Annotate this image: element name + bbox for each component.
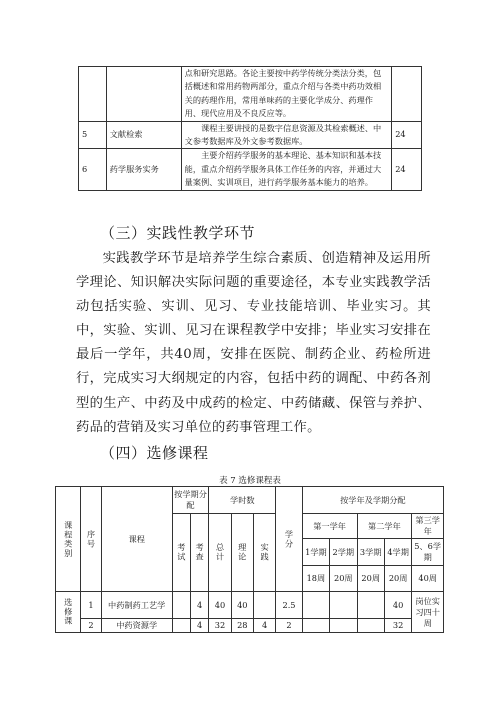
course-name: 文献检索	[106, 121, 181, 149]
header-hours: 学时数	[209, 487, 276, 514]
course-description: 点和研究思路。各论主要按中药学传统分类法分类，包括概述和常用药物两部分，重点介绍与各类中药功效相关的药理作用，常用单味药的主要化学成分、药理作用、现代应用及不良反应等。	[181, 67, 392, 122]
header-w3: 20周	[357, 566, 384, 592]
course-hours: 24	[392, 149, 422, 190]
check-cell: 4	[191, 592, 209, 619]
practice-cell: 4	[253, 619, 275, 633]
s1-cell	[302, 619, 329, 633]
s2-cell	[330, 619, 357, 633]
course-number: 6	[79, 149, 107, 190]
exam-cell	[172, 619, 190, 633]
theory-cell: 28	[231, 619, 253, 633]
check-cell: 4	[191, 619, 209, 633]
header-assess: 按学期分配	[172, 487, 209, 514]
course-cell: 中药资源学	[101, 619, 172, 633]
course-hours	[392, 67, 422, 122]
header-w4: 20周	[384, 566, 411, 592]
table-row	[79, 121, 422, 149]
course-cell: 中药制药工艺学	[101, 592, 172, 619]
credit-cell: 2.5	[276, 592, 302, 619]
section-heading-practice: （三）实践性教学环节	[100, 224, 256, 242]
header-s2: 2学期	[330, 539, 357, 566]
header-w1: 18周	[302, 566, 329, 592]
internship-cell: 岗位实习四十周	[412, 592, 444, 633]
course-number	[79, 67, 107, 122]
header-exam: 考试	[172, 514, 190, 592]
s4-cell: 32	[384, 619, 411, 633]
header-year3: 第三学年	[412, 514, 444, 539]
s3-cell	[357, 619, 384, 633]
table-row	[56, 592, 444, 619]
table-row	[56, 619, 444, 633]
header-s56: 5、6学期	[412, 539, 444, 566]
header-s1: 1学期	[302, 539, 329, 566]
header-theory: 理论	[231, 514, 253, 592]
course-name: 药学服务实务	[106, 149, 181, 190]
total-cell: 40	[209, 592, 231, 619]
header-practice: 实践	[253, 514, 275, 592]
table-row	[79, 67, 422, 122]
course-description: 课程主要讲授的是数字信息资源及其检索概述、中文参考数据库及外文参考数据库。	[181, 121, 392, 149]
header-semester: 按学年及学期分配	[302, 487, 443, 514]
course-hours: 24	[392, 121, 422, 149]
s3-cell	[357, 592, 384, 619]
course-name	[106, 67, 181, 122]
header-w2: 20周	[330, 566, 357, 592]
elective-course-table	[55, 486, 444, 633]
header-credit: 学分	[276, 487, 302, 592]
seq-cell: 1	[81, 592, 101, 619]
exam-cell	[172, 592, 190, 619]
practice-paragraph: 实践教学环节是培养学生综合素质、创造精神及运用所学理论、知识解决实际问题的重要途径，本专业实践教学活动包括实验、实训、见习、专业技能培训、毕业实习。其中，实验、实训、见习在课程教学中安排；毕业实习安排在最后一学年，共40周，安排在医院、制药企业、药检所进行，完成实习大纲规定的内容，包括中药的调配、中药各剂型的生产、中药及中成药的检定、中药储藏、保管与养护、药品的营销及实习单位的药事管理工作。	[76, 251, 431, 435]
s1-cell	[302, 592, 329, 619]
course-description-table	[78, 66, 422, 191]
table-caption: 表 7 选修课程表	[219, 476, 281, 486]
theory-cell: 40	[231, 592, 253, 619]
practice-cell	[253, 592, 275, 619]
header-w56: 40周	[412, 566, 444, 592]
header-seq: 序号	[81, 487, 101, 592]
header-course: 课程	[101, 487, 172, 592]
s4-cell: 40	[384, 592, 411, 619]
course-number: 5	[79, 121, 107, 149]
header-s4: 4学期	[384, 539, 411, 566]
course-description: 主要介绍药学服务的基本理论、基本知识和基本技能，重点介绍药学服务具体工作任务的内容，并通过大量案例、实训项目，进行药学服务基本能力的培养。	[181, 149, 392, 190]
s2-cell	[330, 592, 357, 619]
header-year1: 第一学年	[302, 514, 357, 539]
seq-cell: 2	[81, 619, 101, 633]
total-cell: 32	[209, 619, 231, 633]
header-total: 总计	[209, 514, 231, 592]
table-row	[79, 149, 422, 190]
header-year2: 第二学年	[357, 514, 412, 539]
category-cell: 选修课	[56, 592, 81, 633]
header-category: 课程类别	[56, 487, 81, 592]
section-heading-electives: （四）选修课程	[100, 444, 209, 462]
header-check: 考查	[191, 514, 209, 592]
header-s3: 3学期	[357, 539, 384, 566]
credit-cell: 2	[276, 619, 302, 633]
